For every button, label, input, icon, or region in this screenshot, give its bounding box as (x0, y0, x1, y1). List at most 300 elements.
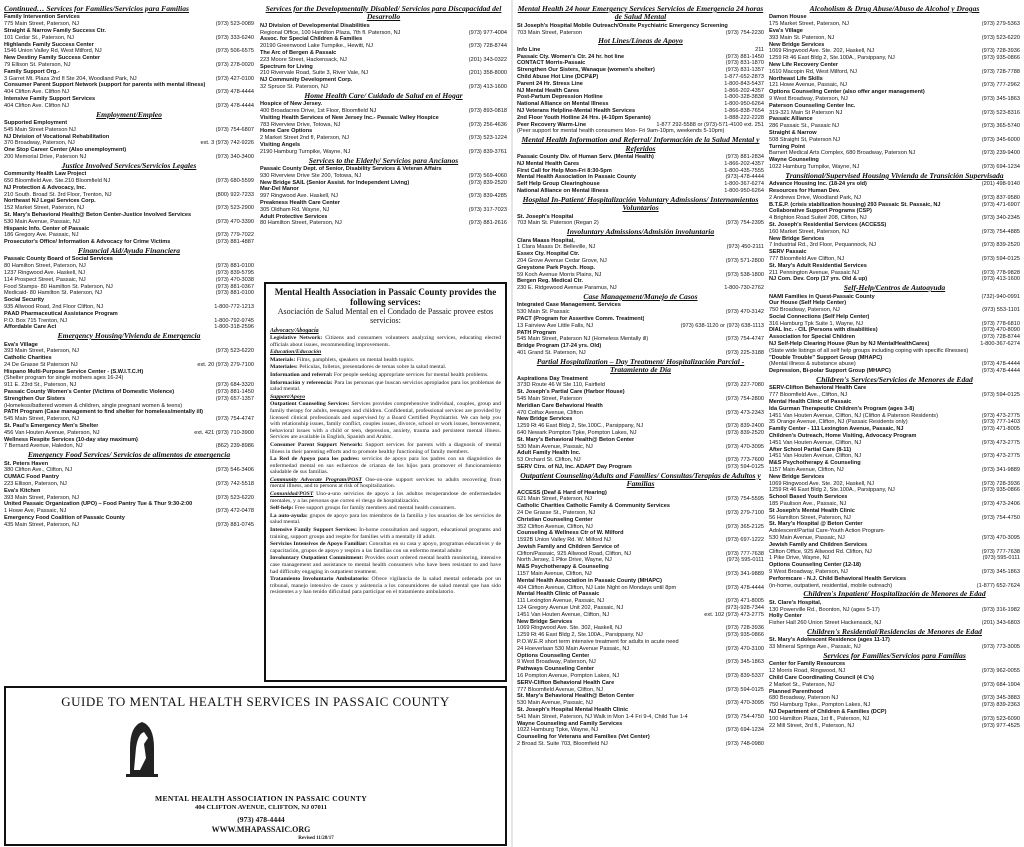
mha-service-name: Materials: (270, 356, 296, 363)
provider-address: 2 Market St., Paterson, NJ (769, 681, 835, 688)
provider-phone: (973) 839-4285 (468, 193, 507, 200)
mha-service-name: Education/Educación (270, 349, 322, 356)
provider-address: 545 Main Street Paterson NJ (4, 126, 76, 133)
directory-entry (260, 193, 507, 200)
mha-service-item (270, 541, 501, 554)
directory-entry (769, 222, 1020, 229)
provider-address: 24 De Grasse St Paterson NJ (4, 361, 78, 368)
provider-phone: 211 (755, 46, 764, 53)
directory-entry (517, 673, 764, 680)
directory-entry (517, 396, 764, 403)
provider-address: 530 Main St. Passaic (517, 309, 570, 316)
provider-phone: (973) 365-5740 (981, 123, 1020, 130)
provider-address: 2 Broad St. Suite 703, Bloomfield NJ (517, 741, 608, 747)
provider-phone: (973) 473-2406 (981, 501, 1020, 508)
directory-entry (769, 195, 1020, 202)
provider-address: 401 Grand St. Paterson, NJ (517, 349, 586, 356)
provider-phone: (973) 728-3936 (981, 480, 1020, 487)
provider-name: St. Joseph's Residential Services (ACCESS) (769, 221, 887, 228)
provider-phone: (973) 728-3936 (981, 48, 1020, 55)
provider-address: 4 Brighton Road Suite# 208, Clifton, NJ (769, 215, 867, 222)
provider-name: NJ Mental Health Cares (517, 160, 580, 167)
directory-entry (517, 571, 764, 578)
provider-name: Family Support Org.- (4, 68, 60, 75)
provider-address: 1157 Main Avenue, Clifton, NJ (517, 571, 592, 578)
directory-entry (4, 403, 254, 410)
directory-entry (769, 236, 1020, 243)
directory-entry (517, 437, 764, 444)
directory-entry (4, 437, 254, 444)
provider-phone: (973) 881-1450 (215, 389, 254, 396)
provider-address: North Jersey, 1 Pike Drive, Wayne, NJ (517, 557, 612, 564)
provider-address: 1069 Ringwood Ave. Ste. 302, Haskell, NJ (517, 625, 622, 632)
directory-entry (260, 57, 507, 64)
directory-entry (517, 578, 764, 585)
provider-phone: 1-800-730-2762 (724, 285, 764, 292)
provider-phone: (973) 413-1600 (981, 276, 1020, 283)
directory-entry (517, 115, 764, 122)
provider-address: 200 Memorial Drive, Paterson NJ (4, 153, 87, 160)
provider-phone: (800) 922-7233 (215, 191, 254, 198)
provider-address: (Peer support for mental health consumers Mon- Fri 9am-10pm, weekends 5-10pm) (517, 128, 725, 135)
provider-address: 124 Gregory Avenue Unit 202, Passaic, NJ (517, 605, 624, 612)
mha-service-description: grupos de apoyo para los miembros de la familia y los usuarios de los servicios de salud mental. (270, 512, 502, 526)
provider-name: Highlands Family Success Center (4, 41, 94, 48)
provider-phone: (973) 471-6907 (981, 201, 1020, 208)
directory-entry (4, 178, 254, 185)
directory-entry (4, 48, 254, 55)
directory-entry (517, 265, 764, 272)
directory-entry (769, 123, 1020, 130)
provider-name: Intensive Family Support Services (4, 95, 96, 102)
mha-service-item (270, 456, 501, 476)
provider-address: 930 Riverview Drive Ste 200, Totowa, NJ (260, 172, 362, 179)
provider-phone: (973) 839-5337 (725, 673, 764, 680)
directory-entry (4, 409, 254, 416)
provider-name: Eva's Village (4, 341, 38, 348)
provider-address: 393 Main Street, Paterson, NJ (4, 494, 79, 501)
provider-phone: (973) 279-5363 (981, 21, 1020, 28)
directory-entry (769, 487, 1020, 494)
section-heading: Outpatient Counseling/Adults and Families/ Consultas/Terapias de Adultos y Familias (520, 470, 761, 489)
provider-name: Adult Protective Services (260, 213, 328, 220)
mha-service-item (270, 477, 501, 490)
directory-entry (517, 687, 764, 694)
directory-entry (517, 598, 764, 605)
mha-services-box (264, 282, 507, 682)
provider-address: (Mental illness & substance abuse) (769, 361, 856, 368)
provider-name: NAMI Families in Quest-Passaic County (769, 293, 875, 300)
directory-entry (517, 382, 764, 389)
directory-entry (517, 238, 764, 245)
directory-entry (769, 406, 1020, 413)
section-heading: Self-Help/Centros de Autoayuda (843, 283, 946, 293)
mha-service-item (270, 401, 501, 441)
provider-phone: (973) 345-1863 (981, 568, 1020, 575)
provider-phone: (973) 341-9889 (725, 571, 764, 578)
provider-address: 24 De Grasse St., Paterson, NJ (517, 509, 596, 516)
provider-name: Catholic Charities (4, 355, 52, 362)
provider-phone: (973) 340-3400 (215, 153, 254, 160)
provider-name: NJ Veterans Helpline-Mental Health Services (517, 107, 636, 114)
provider-name: Counseling for Veterans and Families (Vet Center) (517, 734, 650, 741)
mha-service-name: Materiales: (270, 364, 298, 371)
directory-entry (4, 120, 254, 127)
mha-service-name: Tratamiento Involuntario Ambulatorio: (270, 576, 369, 583)
provider-name: Supported Employment (4, 119, 68, 126)
provider-address: 1259 Rt 46 East Bldg 2, Ste.100A., Parsippany, NJ (769, 487, 895, 494)
provider-name: Meridian Care Behavioral Health (517, 402, 603, 409)
provider-address: (in-home, outpatient, residential, mobile outreach) (769, 582, 893, 589)
provider-phone: (973) 256-4636 (468, 121, 507, 128)
directory-entry (769, 453, 1020, 460)
directory-entry (769, 42, 1020, 49)
directory-entry (517, 154, 764, 161)
provider-name: Paterson Counseling Center Inc. (769, 102, 856, 109)
provider-name: B.T.E.P. (crisis stabilization housing) 293 Passaic St. Passaic, NJ (769, 201, 941, 208)
section-heading: Hospital In-Patient/ Hospitalización Voluntary Admissions/ Internamientos Voluntarios (522, 194, 759, 213)
directory-entry (769, 314, 1020, 321)
provider-name: Integrated Case Management. Services (517, 302, 621, 309)
provider-phone: (973) 754-4750 (725, 713, 764, 720)
provider-name: Catholic Charities Catholic Family & Community Services (517, 503, 670, 510)
mha-service-description: Services provides comprehensive individual, couples, group and family therapy for adults, teenagers and children. Confidential, professional services are provided by licensed clinical professionals and supervised by a Board Certified Psychiatrist. We can help you with relationship issues, family conflict, couples issues, divorce, school or work issues, bereavement, behavioral issues with a child or teen, depression, anxiety, trauma and persistent mental illness. Services are available in English, Spanish and Arabic. (270, 401, 501, 441)
provider-name: Strengthen Our Sisters, Wanaque (women's shelter) (517, 67, 655, 74)
provider-phone: 1-800-318-2596 (214, 324, 254, 331)
directory-entry (769, 256, 1020, 263)
directory-entry (517, 585, 764, 592)
directory-entry (4, 382, 254, 389)
provider-name: Family Intervention Services (4, 14, 80, 21)
provider-name: Preakness Health Care Center (260, 199, 340, 206)
provider-name: United Passaic Organization (UPO) – Food Pantry Tue & Thur 9:30-2:00 (4, 501, 193, 508)
provider-phone: (973) 427-0100 (215, 75, 254, 82)
provider-phone: 1-800-950-6264 (724, 187, 764, 194)
directory-entry (769, 613, 1020, 620)
directory-entry (4, 192, 254, 199)
provider-name: Options Counseling Center (also offer anger management) (769, 89, 925, 96)
directory-entry (260, 207, 507, 214)
provider-address: Fisher Hall 260 Union Street Hackensack, NJ (769, 620, 882, 627)
provider-name: Resources for Human Dev. (769, 187, 841, 194)
provider-phone: 1-800-772-1213 (214, 303, 254, 310)
directory-entry (769, 96, 1020, 103)
provider-phone: (973) 831-1870 (725, 60, 764, 67)
provider-name: Mental Health Association in Passaic County (MHAPC) (517, 577, 662, 584)
provider-address: 703 Main Street, Paterson (517, 29, 582, 36)
provider-name: St. Mary's Behavioral Health@ Beton Center (517, 693, 635, 700)
organization-name: MENTAL HEALTH ASSOCIATION IN PASSAIC COUNTY (155, 794, 367, 803)
provider-phone: ext. 421 (973) 710-3900 (194, 429, 254, 436)
directory-entry (769, 528, 1020, 535)
directory-entry (769, 668, 1020, 675)
provider-name: Wayne Counseling and Family Services (517, 720, 623, 727)
provider-phone: (973) 977-4004 (468, 29, 507, 36)
directory-entry (517, 700, 764, 707)
directory-entry (769, 76, 1020, 83)
directory-entry (4, 443, 254, 450)
section-heading: Services for Families/Servicios para Familias (823, 650, 966, 660)
provider-name: Passaic County Div. of Human Serv. (Mental Health) (517, 153, 654, 160)
mha-service-item (270, 372, 501, 379)
directory-entry (517, 47, 764, 54)
provider-phone: (973) 881-2834 (725, 153, 764, 160)
directory-entry (4, 140, 254, 147)
directory-entry (517, 680, 764, 687)
provider-phone: (732)-940-0991 (981, 293, 1020, 300)
guide-title: GUIDE TO MENTAL HEALTH SERVICES IN PASSAIC COUNTY (61, 694, 450, 709)
directory-entry (769, 300, 1020, 307)
provider-phone: (973) 523-1224 (468, 135, 507, 142)
provider-phone: (973) 239-9400 (981, 150, 1020, 157)
provider-phone: (973) 684-3320 (215, 382, 254, 389)
provider-phone: (973) 638-1120 or (973) 638-1113 (680, 322, 764, 329)
directory-entry (4, 219, 254, 226)
provider-name: New Bridge Services (769, 41, 825, 48)
provider-address: P.O.W.E.R short term intensive treatment for adults in acute need (517, 639, 679, 646)
provider-name: Children's Outreach, Home Visiting, Advocacy Program (769, 433, 917, 440)
directory-entry (517, 714, 764, 721)
provider-phone: (973) 777-7638 (981, 548, 1020, 555)
directory-entry (4, 488, 254, 495)
provider-address: 160 Market Street, Paterson, NJ (769, 228, 849, 235)
provider-address: 9 West Broadway, Paterson, NJ (769, 568, 848, 575)
provider-address: 101 Cedar St., Paterson, NJ (4, 34, 74, 41)
provider-address: 9 West Broadway, Paterson, NJ (517, 659, 596, 666)
provider-phone: (973) 839-2520 (468, 179, 507, 186)
directory-entry (517, 659, 764, 666)
provider-address: 404 Clifton Ave. Clifton NJ (4, 102, 69, 109)
directory-entry (4, 232, 254, 239)
directory-entry (4, 103, 254, 110)
provider-phone: (973) 316-1982 (981, 606, 1020, 613)
mha-service-description: Support services for parents with a diagnosis of mental illness in their parenting efforts and to promote healthy functioning of family members. (270, 441, 501, 455)
directory-entry (769, 709, 1020, 716)
mha-service-item (270, 513, 501, 526)
directory-entry (517, 220, 764, 227)
provider-address: 79 Ellison St. Paterson, NJ (4, 61, 71, 68)
directory-entry (769, 661, 1020, 668)
provider-name: Holly Center (769, 613, 802, 620)
provider-name: Essex Cty. Hospital Ctr. (517, 251, 580, 258)
provider-phone: (973) 471-8005 (725, 598, 764, 605)
directory-column-4 (769, 4, 1020, 729)
provider-address: 404 Clifton Avenue, Clifton, NJ Late Night on Mondays until 8pm (517, 584, 677, 591)
provider-phone: (973) 754-4750 (981, 514, 1020, 521)
directory-entry (517, 343, 764, 350)
directory-entry (517, 591, 764, 598)
provider-phone: (973) 881-2616 (468, 220, 507, 227)
provider-phone: (973) 728-8744 (981, 334, 1020, 341)
directory-entry (769, 157, 1020, 164)
provider-name: SERV Ctrs. of NJ, Inc. ADAPT Day Program (517, 463, 632, 470)
provider-phone: (973) 595-0111 (726, 557, 764, 564)
provider-name: Parent 24 Hr. Stress Line (517, 80, 583, 87)
directory-entry (517, 23, 764, 30)
provider-phone: (973) 546-3406 (215, 467, 254, 474)
section-heading: Children's Services/Servicios de Menores de Edad (816, 375, 973, 385)
directory-entry (260, 36, 507, 43)
provider-phone: 1-800-843-5437 (724, 80, 764, 87)
provider-phone: (973) 839-2363 (981, 702, 1020, 709)
directory-entry (517, 444, 764, 451)
provider-address: 223 Ellison, Paterson, NJ (4, 481, 67, 488)
directory-entry (4, 474, 254, 481)
provider-name: Peer Recovery Warm-Line (517, 121, 587, 128)
provider-address: 9 West Broadway, Paterson, NJ (769, 95, 848, 102)
provider-phone: (973) 478-4444 (725, 584, 764, 591)
provider-phone: (973) 523-6220 (215, 348, 254, 355)
provider-name: Bridge Program (17-24 yrs. Old) (517, 343, 602, 350)
provider-phone: (973) 754-4747 (725, 336, 764, 343)
directory-entry (4, 481, 254, 488)
provider-name: Family Center - 111 Lexington Avenue, Passaic, NJ (769, 426, 904, 433)
directory-entry (769, 208, 1020, 215)
mha-service-description: One-on-one support services to adults recovering from mental illness, and to persons at risk of hospitalization. (270, 476, 501, 490)
provider-address: (State wide listings of all self help groups including coping with specific illnesses) (769, 347, 969, 354)
provider-name: Greystone Park Psych. Hosp. (517, 264, 596, 271)
directory-entry (517, 464, 764, 471)
provider-phone: (973) 470-3095 (725, 700, 764, 707)
directory-entry (4, 342, 254, 349)
directory-entry (4, 522, 254, 529)
directory-entry (769, 164, 1020, 171)
directory-entry (769, 361, 1020, 368)
provider-phone: (973) 345-1863 (725, 659, 764, 666)
provider-name: St. Mary's Adolescent Residence (ages 11-17) (769, 637, 890, 644)
provider-phone: (973) 345-6000 (981, 136, 1020, 143)
directory-entry (769, 467, 1020, 474)
provider-phone: (973) 754-5595 (725, 496, 764, 503)
directory-entry (517, 278, 764, 285)
directory-entry (517, 707, 764, 714)
provider-phone: (973) 778-6810 (981, 320, 1020, 327)
provider-phone: (973) 881-1450 (725, 53, 764, 60)
provider-phone: (973) 470-3142 (725, 309, 764, 316)
provider-phone: (973) 594-0125 (981, 392, 1020, 399)
provider-address: 16 Pompton Avenue, Pompton Lakes, NJ (517, 673, 620, 680)
provider-phone: (973) 779-7022 (215, 232, 254, 239)
directory-entry (517, 496, 764, 503)
provider-phone: (973) 523-0089 (215, 21, 254, 28)
directory-entry (4, 416, 254, 423)
directory-entry (517, 376, 764, 383)
mha-service-item (270, 527, 501, 540)
provider-name: Info Line (517, 46, 541, 53)
provider-address: 530 Main Avenue, Passaic, NJ (517, 443, 593, 450)
directory-entry (769, 535, 1020, 542)
directory-column-1 (4, 4, 254, 529)
provider-name: St. Paul's Emergency Men's Shelter (4, 423, 99, 430)
directory-entry (769, 150, 1020, 157)
provider-name: New Bridge Services (769, 473, 825, 480)
provider-name: Counseling & Wellness Ctr of W. Milford (517, 530, 624, 537)
provider-address: 1451 Van Houten Avenue, Clifton, NJ (517, 611, 610, 618)
provider-address: Clifton/Passaic, 925 Allwood Road, Clifton, NJ (517, 550, 632, 557)
brochure-inside-page (513, 0, 1024, 847)
directory-entry (769, 348, 1020, 355)
provider-name: CONTACT Morris-Passaic (517, 60, 586, 67)
directory-entry (260, 180, 507, 187)
provider-address: 223 Moore Street, Hackensack, NJ (260, 56, 347, 63)
directory-entry (517, 646, 764, 653)
directory-entry (4, 423, 254, 430)
directory-entry (517, 612, 764, 619)
directory-entry (769, 276, 1020, 283)
mha-service-name: Comunidad/POST (270, 491, 314, 498)
directory-entry (769, 682, 1020, 689)
directory-entry (517, 490, 764, 497)
directory-entry (769, 341, 1020, 348)
directory-entry (260, 84, 507, 91)
provider-name: After School Partial Care (8-11) (769, 446, 852, 453)
provider-name: The Arc of Bergen & Passaic (260, 50, 337, 56)
provider-name: School Based Youth Services (769, 494, 848, 501)
provider-name: Depression, Bi-polar Support Group (MHAPC) (769, 368, 891, 375)
provider-phone: 1-800-367-6274 (724, 181, 764, 188)
provider-name: Planned Parenthood (769, 688, 824, 695)
provider-name: New Bridge SAIL (Senior Assist. for Independent Living) (260, 179, 410, 186)
directory-entry (769, 385, 1020, 392)
provider-name: Turning Point (769, 143, 805, 150)
provider-phone: (973) 523-6220 (215, 494, 254, 501)
provider-phone: (973) 881-0745 (215, 521, 254, 528)
provider-phone: (973) 754-4885 (981, 228, 1020, 235)
provider-phone: (973) 728-8744 (468, 43, 507, 50)
provider-name: DIAL Inc. - CIL (Persons with disabilities) (769, 327, 878, 334)
directory-entry (517, 258, 764, 265)
directory-entry (517, 188, 764, 195)
directory-entry (260, 64, 507, 71)
provider-address: 470 Colfax Avenue, Clifton (517, 409, 583, 416)
provider-phone: (973) 472-0478 (215, 508, 254, 515)
directory-entry (517, 251, 764, 258)
provider-name: Mental Health Clinic of Passaic (769, 399, 852, 406)
directory-entry (4, 318, 254, 325)
directory-entry (517, 350, 764, 357)
directory-entry (260, 173, 507, 180)
provider-phone: (973) 471-8005 (981, 426, 1020, 433)
directory-entry (517, 537, 764, 544)
directory-entry (769, 460, 1020, 467)
provider-phone: (973) 553-1101 (982, 307, 1020, 314)
directory-entry (769, 723, 1020, 730)
provider-name: PACT (Program for Assertive Comm. Treatment) (517, 315, 645, 322)
directory-entry (4, 508, 254, 515)
directory-entry (4, 348, 254, 355)
provider-name: M&S Psychotherapy & Counseling (517, 564, 609, 571)
directory-entry (769, 644, 1020, 651)
provider-name: National Alliance on Mental Illness (517, 187, 609, 194)
directory-entry (769, 600, 1020, 607)
mha-service-name: Community Advocate Program/POST (270, 476, 363, 483)
directory-entry (4, 147, 254, 154)
provider-name: New Destiny Family Success Center (4, 55, 101, 62)
provider-name: Spectrum for Living (260, 63, 313, 70)
provider-address: 1451 Van Houten Avenue, Clifton, NJ (769, 453, 862, 460)
provider-phone: (973) 478-4444 (981, 368, 1020, 375)
directory-entry (769, 620, 1020, 627)
provider-name: Northeast NJ Legal Services Corp. (4, 198, 96, 205)
mha-service-description: Ofrece vigilancia de la salud mental ordenada por un tribunal, manejo intensivo de casos y asistencia a los consumidores de salud mental que han sido resistentes a y han tenido dificultad para participar en el tratamiento ambulatorio. (270, 576, 501, 596)
directory-entry (769, 583, 1020, 590)
provider-phone: (973) 777-7638 (725, 550, 764, 557)
provider-phone: (973) 935-0866 (981, 487, 1020, 494)
directory-entry (4, 304, 254, 311)
provider-address: 56 Hamilton Street, Paterson, NJ (769, 514, 851, 521)
provider-name: Social Connections (Self Help Center) (769, 313, 870, 320)
directory-entry (769, 69, 1020, 76)
